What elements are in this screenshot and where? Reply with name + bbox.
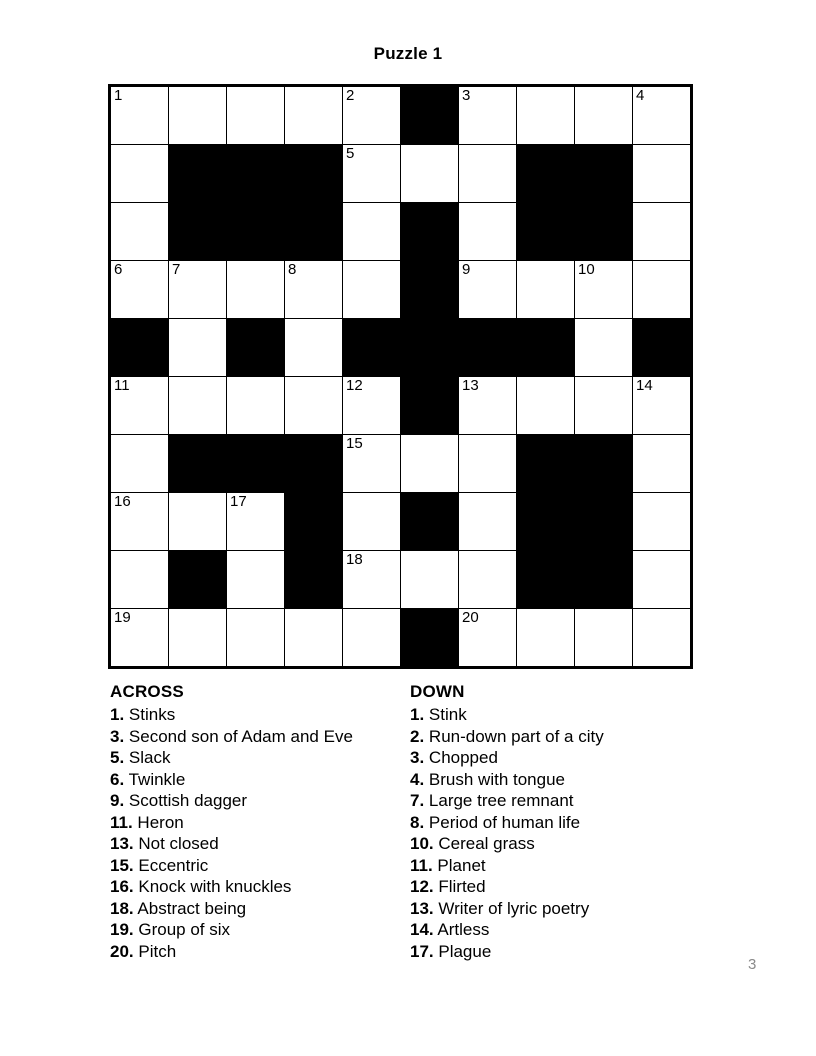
grid-block-cell [285,493,343,551]
grid-cell[interactable] [285,86,343,145]
clue-item [410,919,750,941]
grid-cell[interactable] [633,261,692,319]
grid-cell[interactable] [110,493,169,551]
grid-cell[interactable] [575,609,633,668]
clue-text: Large tree remnant [424,791,574,810]
clue-item [110,769,410,791]
clue-text: Brush with tongue [424,769,565,789]
grid-cell[interactable] [110,145,169,203]
clue-number: 15. [110,855,134,875]
grid-block-cell [401,609,459,668]
grid-cell[interactable] [459,377,517,435]
grid-block-cell [227,203,285,261]
clue-number: 9. [110,791,125,810]
clue-number: 13. [410,898,434,918]
clue-text: Abstract being [133,898,247,918]
grid-cell[interactable] [227,377,285,435]
grid-block-cell [401,203,459,261]
clue-number: 1. [110,705,125,724]
grid-cell[interactable] [285,377,343,435]
grid-cell[interactable] [343,203,401,261]
grid-cell[interactable] [227,261,285,319]
clue-item [410,790,750,812]
grid-block-cell [575,145,633,203]
across-heading: ACROSS [110,682,184,701]
clue-item [410,747,750,769]
grid-block-cell [459,319,517,377]
clue-text: Twinkle [124,769,186,789]
grid-block-cell [575,435,633,493]
clue-number: 11. [110,812,133,832]
crossword-grid-body [110,86,692,668]
clue-text: Period of human life [424,812,581,832]
grid-block-cell [110,319,169,377]
grid-block-cell [401,377,459,435]
grid-cell-number: 17 [230,493,247,510]
clue-item [110,790,410,812]
grid-cell[interactable] [227,493,285,551]
clue-number: 20. [110,941,134,961]
clue-number: 13. [110,834,134,853]
grid-cell[interactable] [459,493,517,551]
grid-block-cell [517,551,575,609]
grid-cell[interactable] [459,609,517,668]
grid-cell[interactable] [343,145,401,203]
grid-cell[interactable] [169,609,227,668]
grid-cell[interactable] [633,145,692,203]
grid-block-cell [169,435,227,493]
clue-item [410,812,750,834]
grid-cell[interactable] [633,203,692,261]
clue-number: 7. [410,791,425,810]
clue-item [110,855,410,877]
clue-item [410,855,750,877]
grid-cell[interactable] [343,493,401,551]
grid-block-cell [401,493,459,551]
grid-cell-number: 15 [346,435,363,452]
grid-block-cell [227,319,285,377]
grid-cell-number: 18 [346,551,363,568]
grid-cell[interactable] [633,551,692,609]
clue-number: 17. [410,941,434,961]
across-clues-column [110,682,410,962]
clue-item [110,876,410,898]
grid-cell-number: 5 [346,145,355,162]
grid-cell-number: 4 [636,87,645,104]
clue-text: Scottish dagger [124,791,248,810]
clue-text: Second son of Adam and Eve [124,726,353,746]
grid-cell[interactable] [343,261,401,319]
clue-number: 16. [110,877,134,896]
grid-cell[interactable] [517,609,575,668]
grid-cell[interactable] [459,145,517,203]
grid-block-cell [285,551,343,609]
grid-block-cell [517,493,575,551]
grid-block-cell [227,435,285,493]
grid-cell-number: 1 [114,87,123,104]
clue-text: Pitch [133,941,177,961]
grid-cell[interactable] [110,86,169,145]
grid-cell[interactable] [110,551,169,609]
grid-cell[interactable] [169,493,227,551]
clue-item [110,726,410,748]
clue-number: 11. [410,855,433,875]
grid-cell[interactable] [285,319,343,377]
grid-cell-number: 7 [172,261,181,278]
grid-cell-number: 6 [114,261,123,278]
page-number: 3 [748,956,757,973]
clue-text: Slack [124,748,171,767]
clue-item [410,898,750,920]
grid-cell-number: 14 [636,377,653,394]
grid-cell[interactable] [517,261,575,319]
clue-text: Stinks [124,705,176,724]
clue-number: 3. [410,748,425,767]
clue-text: Heron [132,812,184,832]
clue-text: Writer of lyric poetry [433,898,590,918]
down-clues-column [410,682,750,962]
grid-block-cell [343,319,401,377]
grid-block-cell [575,551,633,609]
grid-cell[interactable] [227,86,285,145]
grid-cell[interactable] [343,609,401,668]
grid-cell[interactable] [575,319,633,377]
grid-cell[interactable] [343,551,401,609]
grid-block-cell [517,435,575,493]
crossword-row [110,435,692,493]
grid-cell[interactable] [110,377,169,435]
clue-text: Run-down part of a city [424,726,604,746]
clue-text: Plague [433,941,492,961]
grid-cell[interactable] [343,86,401,145]
grid-cell[interactable] [169,261,227,319]
grid-block-cell [169,203,227,261]
grid-cell-number: 16 [114,493,131,510]
clue-item [110,941,410,963]
grid-block-cell [575,203,633,261]
down-clue-list [410,704,750,962]
clue-number: 2. [410,726,425,746]
grid-cell-number: 8 [288,261,297,278]
clue-number: 3. [110,726,125,746]
clue-item [410,704,750,726]
clue-item [410,833,750,855]
clue-text: Stink [424,705,467,724]
clues-section [110,682,750,962]
grid-cell[interactable] [575,377,633,435]
grid-block-cell [401,86,459,145]
grid-cell-number: 9 [462,261,471,278]
clue-number: 10. [410,834,434,853]
grid-cell[interactable] [401,551,459,609]
grid-cell-number: 2 [346,87,355,104]
crossword-row [110,86,692,145]
grid-cell[interactable] [110,609,169,668]
grid-cell[interactable] [110,435,169,493]
crossword-row [110,493,692,551]
clue-item [410,941,750,963]
grid-cell-number: 11 [114,377,130,394]
grid-cell-number: 13 [462,377,479,394]
clue-text: Eccentric [133,855,209,875]
clue-text: Cereal grass [433,834,535,853]
clue-text: Group of six [133,920,231,939]
clue-item [110,747,410,769]
clue-number: 1. [410,705,425,724]
grid-block-cell [517,203,575,261]
clue-item [110,898,410,920]
clue-item [110,833,410,855]
grid-cell[interactable] [285,261,343,319]
grid-cell[interactable] [633,86,692,145]
clue-item [110,704,410,726]
grid-block-cell [517,319,575,377]
grid-cell[interactable] [169,86,227,145]
clue-text: Chopped [424,748,498,767]
grid-cell[interactable] [459,551,517,609]
grid-block-cell [227,145,285,203]
grid-cell[interactable] [633,377,692,435]
across-clue-list [110,704,410,962]
grid-block-cell [169,145,227,203]
grid-block-cell [633,319,692,377]
grid-cell-number: 12 [346,377,363,394]
down-heading: DOWN [410,682,465,701]
crossword-row [110,261,692,319]
grid-cell-number: 19 [114,609,131,626]
grid-block-cell [401,319,459,377]
crossword-row [110,319,692,377]
clue-item [410,769,750,791]
grid-cell[interactable] [517,86,575,145]
clue-text: Planet [432,855,486,875]
grid-cell[interactable] [575,86,633,145]
clue-number: 14. [410,920,434,939]
grid-cell-number: 20 [462,609,479,626]
clue-item [410,876,750,898]
clue-number: 19. [110,920,134,939]
clue-number: 6. [110,769,125,789]
grid-cell[interactable] [517,377,575,435]
grid-cell[interactable] [227,609,285,668]
grid-block-cell [285,435,343,493]
grid-cell[interactable] [343,435,401,493]
grid-cell[interactable] [285,609,343,668]
grid-cell[interactable] [227,551,285,609]
clue-item [110,919,410,941]
grid-cell[interactable] [459,203,517,261]
grid-cell-number: 3 [462,87,471,104]
grid-cell[interactable] [169,377,227,435]
clue-text: Flirted [433,877,486,896]
clue-item [110,812,410,834]
grid-block-cell [169,551,227,609]
grid-cell[interactable] [110,261,169,319]
grid-cell[interactable] [459,261,517,319]
grid-cell-number: 10 [578,261,595,278]
grid-cell[interactable] [633,435,692,493]
grid-cell[interactable] [575,261,633,319]
clue-text: Not closed [133,834,219,853]
clue-number: 5. [110,748,125,767]
grid-cell[interactable] [169,319,227,377]
grid-cell[interactable] [633,609,692,668]
crossword-row [110,203,692,261]
grid-block-cell [401,261,459,319]
grid-cell[interactable] [401,435,459,493]
grid-cell[interactable] [110,203,169,261]
grid-block-cell [575,493,633,551]
grid-cell[interactable] [459,86,517,145]
crossword-grid [108,84,693,669]
crossword-grid-container [108,84,693,669]
grid-cell[interactable] [633,493,692,551]
grid-block-cell [285,145,343,203]
crossword-row [110,377,692,435]
crossword-row [110,609,692,668]
clue-text: Artless [433,920,490,939]
crossword-row [110,145,692,203]
grid-block-cell [517,145,575,203]
clue-number: 12. [410,877,434,896]
clue-number: 18. [110,898,134,918]
grid-cell[interactable] [459,435,517,493]
grid-block-cell [285,203,343,261]
clue-text: Knock with knuckles [133,877,292,896]
clue-number: 8. [410,812,425,832]
grid-cell[interactable] [401,145,459,203]
page-title: Puzzle 1 [373,44,443,63]
grid-cell[interactable] [343,377,401,435]
crossword-row [110,551,692,609]
clue-item [410,726,750,748]
clue-number: 4. [410,769,425,789]
